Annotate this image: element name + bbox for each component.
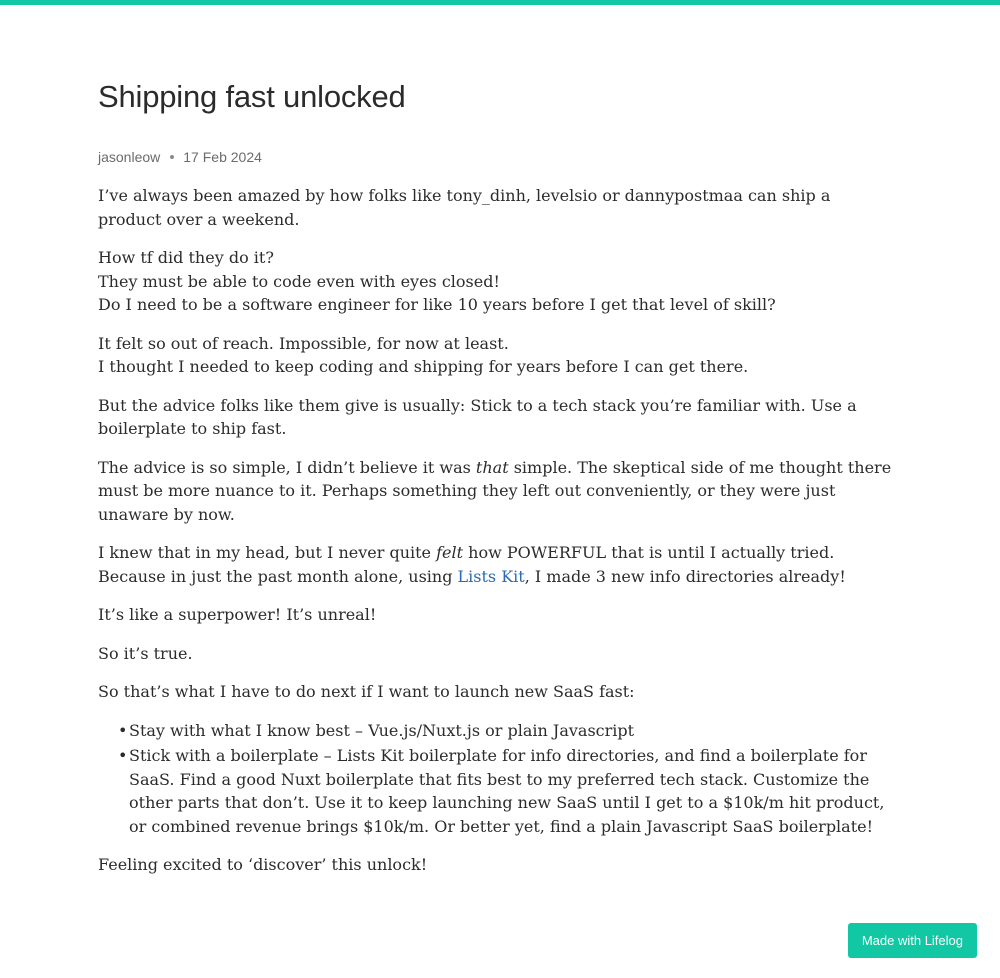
paragraph <box>98 246 898 317</box>
paragraph-line: Do I need to be a software engineer for like 10 years before I get that level of skill? <box>98 295 776 314</box>
paragraph <box>98 456 898 527</box>
paragraph-line: I thought I needed to keep coding and shipping for years before I can get there. <box>98 357 749 376</box>
meta-separator-dot <box>170 155 174 159</box>
post-content <box>98 184 898 877</box>
paragraph: It’s like a superpower! It’s unreal! <box>98 605 377 624</box>
emphasis-text: felt <box>436 543 464 562</box>
post-author[interactable]: jasonleow <box>98 149 161 165</box>
emphasis-text: that <box>475 457 509 477</box>
paragraph <box>98 332 898 379</box>
paragraph: I’ve always been amazed by how folks like tony_dinh, levelsio or dannypostmaa can ship a product over a weekend. <box>98 186 831 229</box>
paragraph: Feeling excited to ‘discover’ this unlock! <box>98 855 428 874</box>
paragraph: So that’s what I have to do next if I want to launch new SaaS fast: <box>98 682 635 701</box>
list-item: • Stay with what I know best – Vue.js/Nuxt.js or plain Javascript <box>129 719 898 743</box>
paragraph-text: how POWERFUL that is until I actually tried. Because in just the past month alone, using <box>98 543 835 586</box>
post-date: 17 Feb 2024 <box>183 149 262 165</box>
article <box>98 78 898 892</box>
post-title: Shipping fast unlocked <box>98 79 406 114</box>
top-accent-bar <box>0 0 1000 5</box>
paragraph-text: I knew that in my head, but I never quite <box>98 543 437 562</box>
list-item: • Stick with a boilerplate – Lists Kit boilerplate for info directories, and find a boilerplate for SaaS. Find a good Nuxt boilerplate that fits best to my preferred tech stack. Customize the other parts that don’t. Use it to keep launching new SaaS until I get to a $10k/m hit product, or combined revenue brings $10k/m. Or better yet, find a plain Javascript SaaS boilerplate! <box>129 744 898 838</box>
paragraph-text: simple. The skeptical side of me thought there must be more nuance to it. Perhaps something they left out conveniently, or they were just unaware by now. <box>98 457 892 524</box>
post-meta <box>98 148 898 166</box>
paragraph-text: , I made 3 new info directories already! <box>524 566 846 586</box>
paragraph: So it’s true. <box>98 643 193 663</box>
paragraph <box>98 541 898 588</box>
paragraph-text: The advice is so simple, I didn’t believe it was <box>98 457 476 477</box>
paragraph: But the advice folks like them give is usually: Stick to a tech stack you’re familiar with. Use a boilerplate to ship fast. <box>98 395 857 438</box>
paragraph-line: It felt so out of reach. Impossible, for now at least. <box>98 333 509 353</box>
made-with-lifelog-button[interactable]: Made with Lifelog <box>848 923 977 958</box>
lists-kit-link[interactable]: Lists Kit <box>457 566 525 586</box>
bullet-list <box>98 719 898 839</box>
paragraph-line: How tf did they do it? <box>98 248 274 267</box>
paragraph-line: They must be able to code even with eyes closed! <box>98 271 500 291</box>
